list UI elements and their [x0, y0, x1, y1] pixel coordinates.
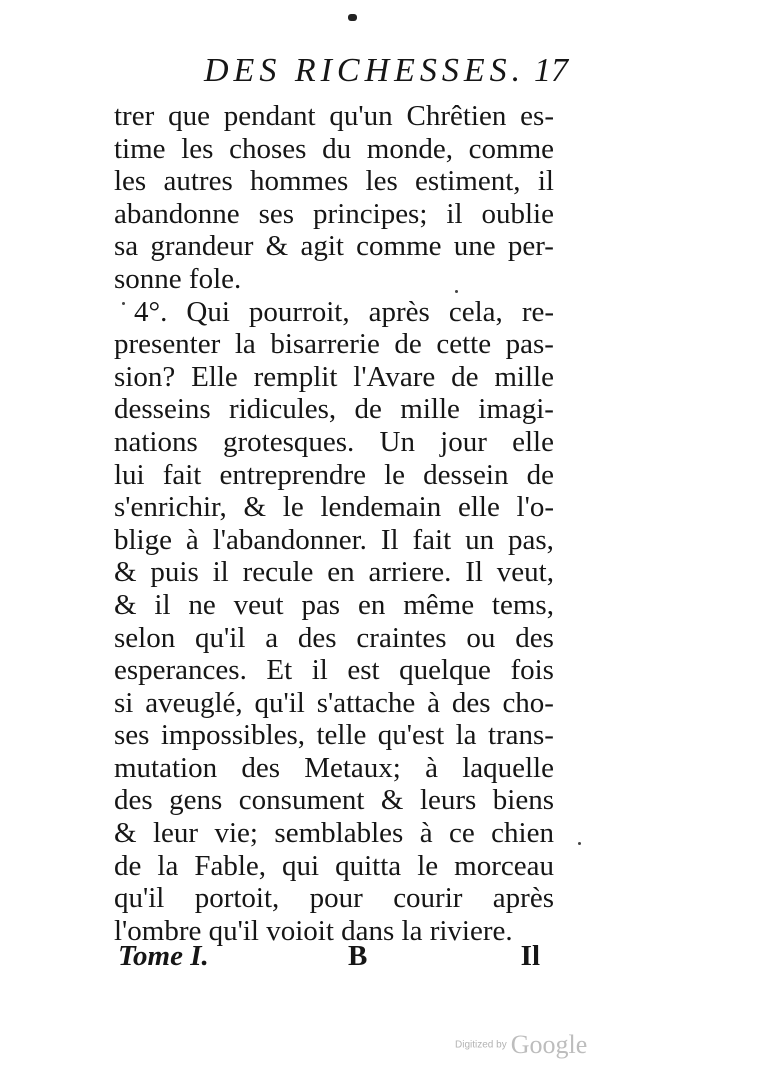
text-line: nations grotesques. Un jour elle [114, 425, 554, 458]
digitized-watermark [455, 1030, 587, 1060]
text-line: sonne fole. [114, 262, 242, 295]
text-line: de la Fable, qui quitta le morceau [114, 849, 554, 882]
body-text [114, 100, 554, 947]
text-line: trer que pendant qu'un Chrêtien es- [114, 100, 554, 132]
text-line: si aveuglé, qu'il s'attache à des cho- [114, 686, 554, 719]
ink-mark [348, 14, 357, 21]
text-line: sion? Elle remplit l'Avare de mille [114, 360, 554, 393]
catchword: Il [520, 940, 540, 972]
signature-mark: B [348, 940, 368, 972]
page-footer [114, 940, 554, 980]
text-line: les autres hommes les estiment, il [114, 165, 554, 198]
text-line: desseins ridicules, de mille imagi- [114, 393, 554, 426]
ink-speck [578, 842, 581, 845]
text-line: des gens consument & leurs biens [114, 784, 554, 817]
text-line: time les choses du monde, comme [114, 132, 554, 165]
text-line: abandonne ses principes; il oublie [114, 197, 554, 230]
google-logo: Google [510, 1030, 588, 1059]
text-line: esperances. Et il est quelque fois [114, 654, 554, 687]
text-line: mutation des Metaux; à laquelle [114, 751, 554, 784]
page-number: 17 [534, 52, 568, 89]
running-title: DES RICHESSES. [204, 52, 526, 89]
volume-label: Tome I. [118, 940, 209, 972]
text-line: s'enrichir, & le lendemain elle l'o- [114, 491, 554, 524]
ink-speck [455, 290, 458, 293]
text-line: sa grandeur & agit comme une per- [114, 230, 554, 263]
digitized-by-text: Digitized by [455, 1039, 507, 1051]
running-head [196, 52, 576, 98]
text-line: 4°. Qui pourroit, après cela, re- [134, 295, 554, 328]
text-line: & leur vie; semblables à ce chien [114, 817, 554, 850]
text-line: & il ne veut pas en même tems, [114, 588, 554, 621]
text-line: blige à l'abandonner. Il fait un pas, [114, 523, 554, 556]
text-line: & puis il recule en arriere. Il veut, [114, 556, 554, 589]
text-line: presenter la bisarrerie de cette pas- [114, 328, 554, 361]
text-line: ses impossibles, telle qu'est la trans- [114, 719, 554, 752]
text-line: selon qu'il a des craintes ou des [114, 621, 554, 654]
text-line: qu'il portoit, pour courir après [114, 882, 554, 915]
text-line: lui fait entreprendre le dessein de [114, 458, 554, 491]
ink-speck [122, 302, 125, 305]
text-line: l'ombre qu'il voioit dans la riviere. [114, 914, 513, 947]
